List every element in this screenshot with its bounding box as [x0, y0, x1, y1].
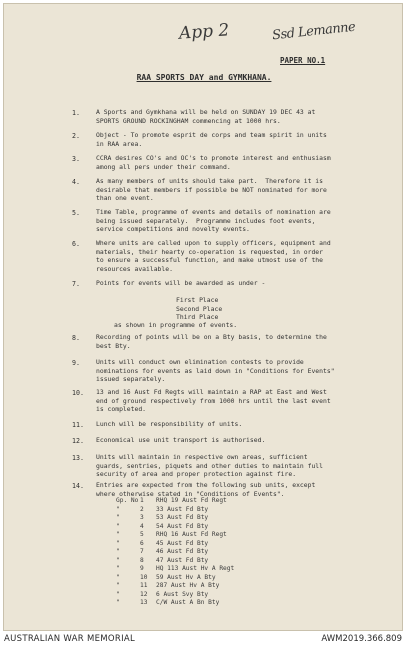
paragraph-number: 6. [72, 240, 80, 248]
list-item [116, 506, 234, 515]
group-number: 2 [140, 505, 144, 513]
paragraph-text: A Sports and Gymkhana will be held on SUNDAY 19 DEC 43 at SPORTS GROUND ROCKINGHAM commencing at 1000 hrs. [96, 108, 316, 125]
group-number: 5 [140, 531, 144, 538]
paragraph-number: 7. [72, 280, 80, 288]
group-label: " [116, 531, 120, 538]
document-title: RAA SPORTS DAY and GYMKHANA. [136, 73, 272, 82]
paragraph-number: 9. [72, 359, 80, 367]
group-label: " [116, 590, 120, 598]
paragraph-number: 11. [72, 421, 84, 429]
group-unit: 33 Aust Fd Bty [156, 505, 209, 513]
paragraph-text: Object - To promote esprit de corps and team spirit in units in RAA area. [96, 131, 327, 148]
group-number: 12 [140, 590, 148, 598]
list-item [116, 523, 234, 532]
group-label: " [116, 556, 120, 564]
group-number: 13 [140, 599, 148, 606]
document-page [3, 3, 403, 631]
list-item [116, 557, 234, 566]
handwritten-appendix-note: App 2 [178, 20, 230, 44]
group-unit: 47 Aust Fd Bty [156, 556, 209, 564]
group-label: Gp. No [116, 497, 139, 504]
paragraph-text: Time Table, programme of events and details of nomination are being issued separately. Programme includes foot events, service competitions and novelty events. [96, 208, 331, 234]
group-unit: 54 Aust Fd Bty [156, 522, 209, 530]
paragraph-number: 8. [72, 334, 80, 342]
group-number: 6 [140, 539, 144, 547]
list-item [116, 514, 234, 523]
list-item [116, 531, 234, 540]
paragraph-text: Units will maintain in respective own areas, sufficient guards, sentries, piquets and other duties to maintain full security of area and proper protection against fire. [96, 453, 324, 479]
group-unit: 45 Aust Fd Bty [156, 539, 209, 547]
paragraph-text: Where units are called upon to supply officers, equipment and materials, their hearty co-operation is requested, in order to ensure a successful function, and make utmost use of the resources available. [96, 239, 331, 274]
paper-number: PAPER NO.1 [280, 56, 326, 65]
group-code-list [116, 497, 234, 608]
list-item [116, 565, 234, 574]
list-item [116, 574, 234, 583]
paragraph-number: 14. [72, 482, 84, 490]
group-number: 11 [140, 582, 148, 589]
paragraph-number: 5. [72, 209, 80, 217]
paragraph-number: 12. [72, 437, 84, 445]
group-label: " [116, 539, 120, 547]
archive-reference: AWM2019.366.809 [321, 634, 402, 644]
list-item [116, 582, 234, 591]
points-note: as shown in programme of events. [114, 321, 238, 329]
paragraph-number: 3. [72, 155, 80, 163]
paragraph-text: CCRA desires CO's and OC's to promote interest and enthusiasm among all pers under their command. [96, 154, 331, 171]
group-unit: 6 Aust Svy Bty [156, 590, 209, 598]
paragraph-text: Points for events will be awarded as under - [96, 279, 266, 287]
group-unit: RHQ 19 Aust Fd Regt [156, 497, 227, 504]
group-unit: 46 Aust Fd Bty [156, 548, 209, 555]
group-number: 8 [140, 556, 144, 564]
group-number: 3 [140, 514, 144, 521]
group-unit: 59 Aust Hv A Bty [156, 573, 216, 581]
paragraph-text: As many members of units should take part. Therefore it is desirable that members if possible be NOT nominated for more than one event. [96, 177, 327, 203]
group-number: 1 [140, 497, 144, 504]
group-label: " [116, 582, 120, 589]
paragraph-text: Recording of points will be on a Bty basis, to determine the best Bty. [96, 333, 327, 350]
group-label: " [116, 573, 120, 581]
group-number: 10 [140, 573, 148, 581]
paragraph-text: Lunch will be responsibility of units. [96, 420, 243, 428]
group-label: " [116, 548, 120, 555]
group-unit: 287 Aust Hv A Bty [156, 582, 220, 589]
paragraph-text: Entries are expected from the following sub units, except where otherwise stated in "Conditions of Events". [96, 481, 316, 498]
group-unit: RHQ 16 Aust Fd Regt [156, 531, 227, 538]
group-number: 7 [140, 548, 144, 555]
list-item [116, 497, 234, 506]
paragraph-number: 4. [72, 178, 80, 186]
list-item [116, 599, 234, 608]
paragraph-text: 13 and 16 Aust Fd Regts will maintain a RAP at East and West end of ground respectively from 1000 hrs until the last event is completed. [96, 388, 331, 414]
handwritten-signature: Ssd Lemanne [271, 19, 356, 44]
list-item [116, 548, 234, 557]
list-item [116, 591, 234, 600]
list-item [116, 540, 234, 549]
group-unit: 53 Aust Fd Bty [156, 514, 209, 521]
archive-credit: AUSTRALIAN WAR MEMORIAL [4, 634, 136, 644]
paragraph-number: 2. [72, 132, 80, 140]
group-unit: HQ 113 Aust Hv A Regt [156, 565, 235, 572]
paragraph-number: 1. [72, 109, 80, 117]
points-places: First Place Second Place Third Place [176, 296, 223, 322]
group-unit: C/W Aust A Bn Bty [156, 599, 220, 606]
group-label: " [116, 565, 120, 572]
paragraph-text: Units will conduct own elimination contests to provide nominations for events as laid down in "Conditions for Events" issued separately. [96, 358, 335, 384]
group-label: " [116, 522, 120, 530]
group-label: " [116, 514, 120, 521]
group-label: " [116, 505, 120, 513]
group-number: 9 [140, 565, 144, 572]
group-label: " [116, 599, 120, 606]
paragraph-text: Economical use unit transport is authorised. [96, 436, 266, 444]
group-number: 4 [140, 522, 144, 530]
paragraph-number: 13. [72, 454, 84, 462]
paragraph-number: 10. [72, 389, 84, 397]
